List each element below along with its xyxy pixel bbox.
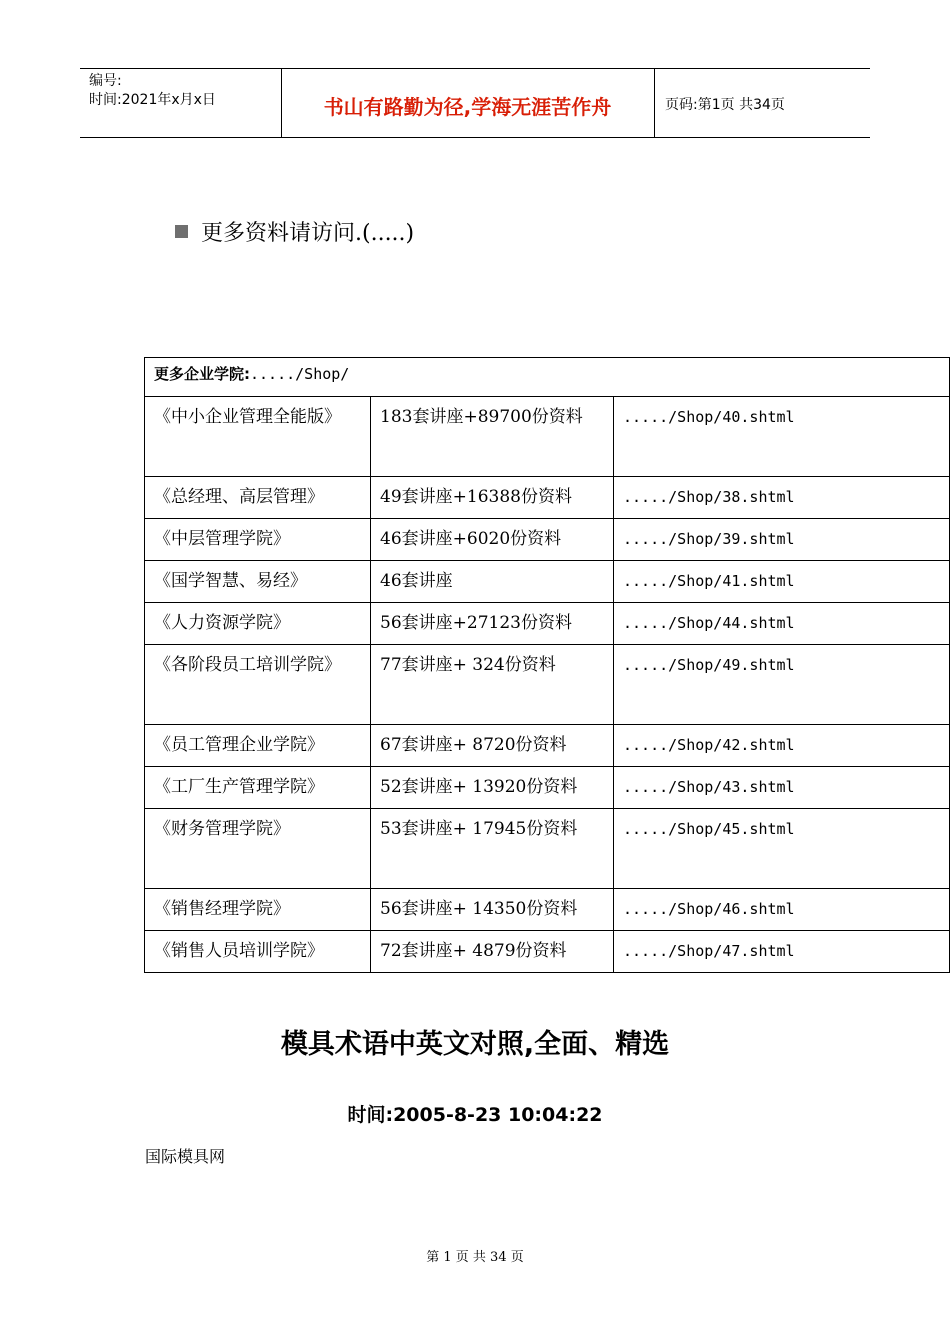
course-name: 《各阶段员工培训学院》 xyxy=(145,645,371,725)
course-name: 《销售经理学院》 xyxy=(145,889,371,931)
course-count: 46套讲座 xyxy=(371,561,614,603)
page-footer: 第 1 页 共 34 页 xyxy=(426,1250,524,1265)
course-name: 《人力资源学院》 xyxy=(145,603,371,645)
table-row xyxy=(145,477,950,519)
course-count: 77套讲座+ 324份资料 xyxy=(371,645,614,725)
table-row xyxy=(145,725,950,767)
course-url[interactable]: ...../Shop/43.shtml xyxy=(614,767,950,809)
doc-number-label: 编号: xyxy=(89,73,122,89)
table-row xyxy=(145,931,950,973)
course-url[interactable]: ...../Shop/42.shtml xyxy=(614,725,950,767)
course-name: 《财务管理学院》 xyxy=(145,809,371,889)
article-time: 时间:2005-8-23 10:04:22 xyxy=(347,1104,603,1126)
course-url[interactable]: ...../Shop/46.shtml xyxy=(614,889,950,931)
course-url[interactable]: ...../Shop/49.shtml xyxy=(614,645,950,725)
table-header-row xyxy=(145,358,950,397)
course-name: 《国学智慧、易经》 xyxy=(145,561,371,603)
header-motto-cell xyxy=(281,69,655,137)
header-page-label: 页码:第1页 共34页 xyxy=(665,97,785,113)
course-url[interactable]: ...../Shop/41.shtml xyxy=(614,561,950,603)
course-count: 183套讲座+89700份资料 xyxy=(371,397,614,477)
table-row xyxy=(145,561,950,603)
course-url[interactable]: ...../Shop/39.shtml xyxy=(614,519,950,561)
article-title: 模具术语中英文对照,全面、精选 xyxy=(280,1029,670,1060)
table-row xyxy=(145,603,950,645)
table-header-label: 更多企业学院: xyxy=(154,365,250,383)
course-name: 《中层管理学院》 xyxy=(145,519,371,561)
table-header-link[interactable]: ...../Shop/ xyxy=(250,365,350,383)
page-header xyxy=(80,68,870,138)
more-info-text: 更多资料请访问.(.....) xyxy=(201,221,415,246)
header-motto: 书山有路勤为径,学海无涯苦作舟 xyxy=(323,95,612,119)
table-row xyxy=(145,889,950,931)
table-row xyxy=(145,767,950,809)
course-url[interactable]: ...../Shop/40.shtml xyxy=(614,397,950,477)
course-name: 《工厂生产管理学院》 xyxy=(145,767,371,809)
doc-time-label: 时间:2021年x月x日 xyxy=(89,92,216,108)
table-row xyxy=(145,645,950,725)
course-count: 46套讲座+6020份资料 xyxy=(371,519,614,561)
header-page-cell xyxy=(655,69,870,137)
course-name: 《总经理、高层管理》 xyxy=(145,477,371,519)
course-url[interactable]: ...../Shop/44.shtml xyxy=(614,603,950,645)
article-source: 国际模具网 xyxy=(145,1147,226,1166)
course-name: 《员工管理企业学院》 xyxy=(145,725,371,767)
course-url[interactable]: ...../Shop/38.shtml xyxy=(614,477,950,519)
table-row xyxy=(145,519,950,561)
course-count: 53套讲座+ 17945份资料 xyxy=(371,809,614,889)
course-count: 67套讲座+ 8720份资料 xyxy=(371,725,614,767)
resource-table xyxy=(144,357,950,973)
course-count: 49套讲座+16388份资料 xyxy=(371,477,614,519)
table-header-cell xyxy=(145,358,950,397)
more-info-line xyxy=(175,218,414,250)
table-row xyxy=(145,809,950,889)
course-url[interactable]: ...../Shop/45.shtml xyxy=(614,809,950,889)
course-count: 56套讲座+ 14350份资料 xyxy=(371,889,614,931)
square-bullet-icon xyxy=(175,225,188,238)
course-count: 72套讲座+ 4879份资料 xyxy=(371,931,614,973)
course-name: 《中小企业管理全能版》 xyxy=(145,397,371,477)
course-url[interactable]: ...../Shop/47.shtml xyxy=(614,931,950,973)
header-left-cell xyxy=(80,69,282,137)
table-row xyxy=(145,397,950,477)
course-count: 56套讲座+27123份资料 xyxy=(371,603,614,645)
course-name: 《销售人员培训学院》 xyxy=(145,931,371,973)
course-count: 52套讲座+ 13920份资料 xyxy=(371,767,614,809)
